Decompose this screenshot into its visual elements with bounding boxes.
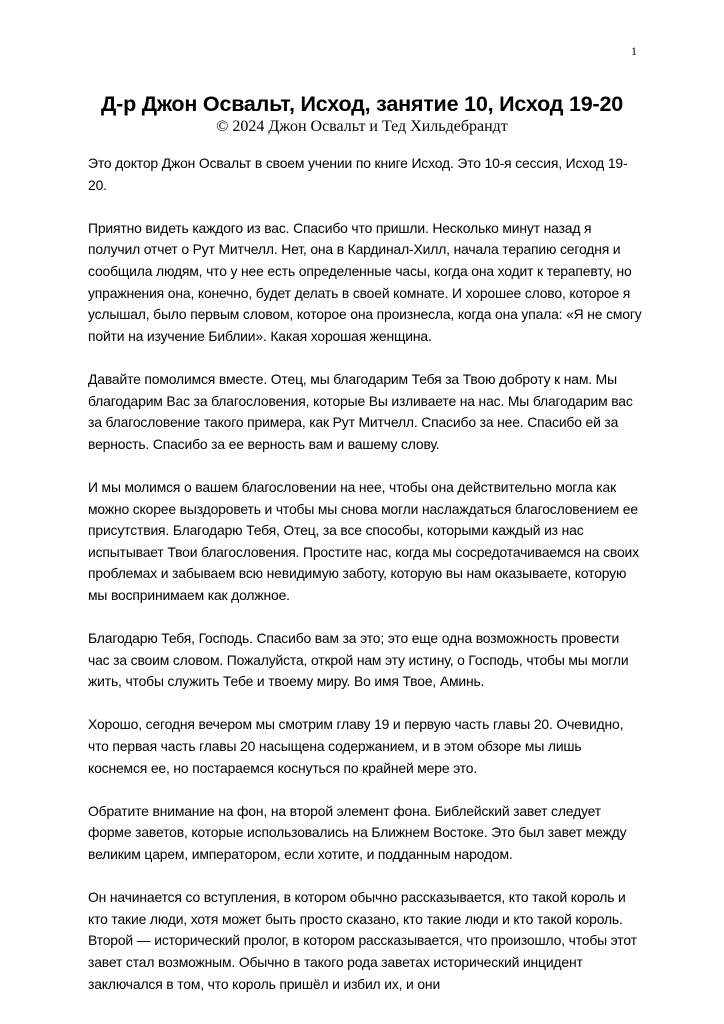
document-body <box>88 153 644 1017</box>
paragraph: Давайте помолимся вместе. Отец, мы благодарим Тебя за Твою доброту к нам. Мы благодарим Вас за благословения, которые Вы изливаете на нас. Мы благодарим вас за благословение такого примера, как Рут Митчелл. Спасибо за нее. Спасибо ей за верность. Спасибо за ее верность вам и вашему слову. <box>88 370 633 452</box>
document-title: Д-р Джон Освальт, Исход, занятие 10, Исход 19-20 <box>101 92 623 116</box>
paragraph: Обратите внимание на фон, на второй элемент фона. Библейский завет следует форме заветов, которые использовались на Ближнем Востоке. Это был завет между великим царем, императором, если хотите, и подданным народом. <box>88 802 627 862</box>
paragraph: Хорошо, сегодня вечером мы смотрим главу 19 и первую часть главы 20. Очевидно, что первая часть главы 20 насыщена содержанием, и в этом обзоре мы лишь коснемся ее, но постараемся коснуться по крайней мере это. <box>88 716 624 776</box>
paragraph: Это доктор Джон Освальт в своем учении по книге Исход. Это 10-я сессия, Исход 19-20. <box>88 155 628 193</box>
paragraph: Приятно видеть каждого из вас. Спасибо что пришли. Несколько минут назад я получил отчет о Рут Митчелл. Нет, она в Кардинал-Хилл, начала терапию сегодня и сообщила людям, что у нее есть определенные часы, когда она ходит к терапевту, но упражнения она, конечно, будет делать в своей комнате. И хорошее слово, которое я услышал, было первым словом, которое она произнесла, когда она упала: «Я не смогу пойти на изучение Библии». Какая хорошая женщина. <box>88 219 642 344</box>
paragraph: И мы молимся о вашем благословении на нее, чтобы она действительно могла как можно скорее выздороветь и чтобы мы снова могли наслаждаться благословением ее присутствия. Благодарю Тебя, Отец, за все способы, которыми каждый из нас испытывает Твои благословения. Простите нас, когда мы сосредотачиваемся на своих проблемах и забываем всю невидимую заботу, которую вы нам оказываете, которую мы воспринимаем как должное. <box>88 478 639 603</box>
paragraph: Благодарю Тебя, Господь. Спасибо вам за это; это еще одна возможность провести час за своим словом. Пожалуйста, открой нам эту истину, о Господь, чтобы мы могли жить, чтобы служить Тебе и твоему миру. Во имя Твое, Аминь. <box>88 630 629 690</box>
paragraph: Он начинается со вступления, в котором обычно рассказывается, кто такой король и кто такие люди, хотя может быть просто сказано, кто такие люди и кто такой король. Второй — исторический пролог, в котором рассказывается, что произошло, чтобы этот завет стал возможным. Обычно в такого рода заветах исторический инцидент заключался в том, что король пришёл и избил их, и они <box>88 889 637 992</box>
document-subtitle: © 2024 Джон Освальт и Тед Хильдебрандт <box>216 118 508 135</box>
page-number: 1 <box>631 44 637 58</box>
